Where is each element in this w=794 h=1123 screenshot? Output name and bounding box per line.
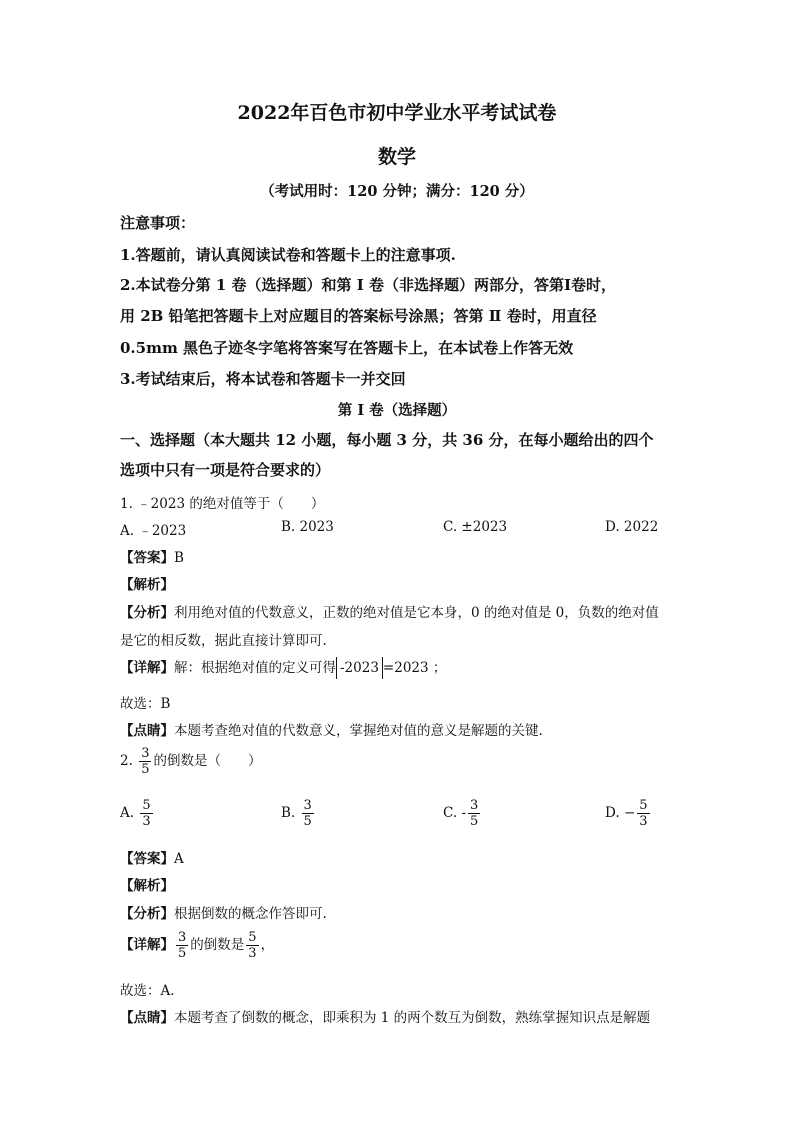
frac-numerator: 3 bbox=[141, 746, 150, 761]
frac-numerator: 5 bbox=[639, 798, 648, 813]
q1-answer-line bbox=[120, 546, 184, 566]
comment-tag: 【点睛】 bbox=[120, 723, 174, 739]
frac-denominator: 5 bbox=[303, 814, 312, 829]
answer-tag: 【答案】 bbox=[120, 851, 174, 867]
q2-fenxi-line bbox=[120, 902, 327, 922]
frac-denominator: 5 bbox=[178, 946, 187, 961]
q1-fenxi-line-2: 是它的相反数，据此直接计算即可. bbox=[120, 633, 327, 649]
option-fraction bbox=[302, 798, 314, 829]
option-fraction bbox=[637, 798, 649, 829]
frac-denominator: 3 bbox=[639, 814, 648, 829]
q1-answer-value: B bbox=[174, 550, 184, 566]
q2-option-c bbox=[443, 798, 482, 829]
frac-denominator: 5 bbox=[470, 814, 479, 829]
q2-number: 2. bbox=[120, 753, 133, 769]
frac-denominator: 3 bbox=[248, 946, 257, 961]
detail-tag: 【详解】 bbox=[120, 937, 174, 953]
option-fraction bbox=[140, 798, 152, 829]
q2-analysis-tag bbox=[120, 874, 174, 894]
q1-fenxi-text-1: 利用绝对值的代数意义，正数的绝对值是它本身，0 的绝对值是 0，负数的绝对值 bbox=[174, 605, 659, 621]
q1-analysis-tag bbox=[120, 573, 174, 593]
q2-option-b bbox=[281, 798, 316, 829]
q2-choose: 故选：A. bbox=[120, 983, 175, 999]
detail-tag: 【详解】 bbox=[120, 660, 174, 676]
q1-stem: 1. ﹣2023 的绝对值等于（ ） bbox=[120, 496, 325, 512]
q2-comment-text: 本题考查了倒数的概念，即乘积为 1 的两个数互为倒数，熟练掌握知识点是解题 bbox=[174, 1010, 651, 1026]
note-item-2-line-1: 2.本试卷分第 1 卷（选择题）和第 Ⅰ 卷（非选择题）两部分，答第Ⅰ卷时， bbox=[120, 276, 617, 294]
option-label: C. bbox=[443, 805, 458, 821]
option-sign: - bbox=[461, 805, 466, 821]
option-sign: − bbox=[623, 805, 636, 821]
q1-detail-line bbox=[120, 656, 446, 679]
q1-option-a: A. ﹣2023 bbox=[120, 523, 187, 539]
note-item-2-line-3: 0.5mm 黑色子迹冬字笔将答案写在答题卡上，在本试卷上作答无效 bbox=[120, 339, 574, 357]
option-label: B. bbox=[281, 805, 296, 821]
option-label: A. bbox=[120, 805, 135, 821]
frac-denominator: 5 bbox=[141, 762, 150, 777]
q2-detail-mid: 的倒数是 bbox=[190, 937, 245, 953]
fenxi-tag: 【分析】 bbox=[120, 906, 174, 922]
q1-detail-text: 解：根据绝对值的定义可得 bbox=[174, 660, 336, 676]
part-heading-line-1: 一、选择题（本大题共 12 小题，每小题 3 分，共 36 分，在每小题给出的四个 bbox=[120, 431, 654, 449]
option-fraction bbox=[468, 798, 480, 829]
q2-answer-line bbox=[120, 847, 184, 867]
q1-fenxi-line-1 bbox=[120, 601, 659, 621]
note-item-2-line-2: 用 2B 铅笔把答题卡上对应题目的答案标号涂黑；答第 Ⅱ 卷时，用直径 bbox=[120, 307, 597, 325]
note-item-1: 1.答题前，请认真阅读试卷和答题卡上的注意事项. bbox=[120, 246, 456, 264]
q2-detail-fraction-1 bbox=[176, 930, 188, 961]
frac-numerator: 5 bbox=[248, 930, 257, 945]
q1-comment-text: 本题考查绝对值的代数意义，掌握绝对值的意义是解题的关键. bbox=[174, 723, 543, 739]
notes-heading: 注意事项： bbox=[120, 214, 196, 232]
comment-tag: 【点睛】 bbox=[120, 1010, 174, 1026]
q2-stem-text: 的倒数是（ ） bbox=[153, 753, 262, 769]
frac-numerator: 5 bbox=[142, 798, 151, 813]
frac-numerator: 3 bbox=[178, 930, 187, 945]
q2-option-d bbox=[605, 798, 652, 829]
volume-title: 第 Ⅰ 卷（选择题） bbox=[337, 402, 457, 419]
q1-option-c: C. ±2023 bbox=[443, 519, 508, 535]
q2-answer-value: A bbox=[174, 851, 184, 867]
fenxi-tag: 【分析】 bbox=[120, 605, 174, 621]
part-heading-line-2: 选项中只有一项是符合要求的） bbox=[120, 461, 331, 479]
subject-title: 数学 bbox=[377, 146, 416, 168]
q2-comment-line bbox=[120, 1006, 650, 1026]
option-label: D. bbox=[605, 805, 620, 821]
frac-numerator: 3 bbox=[303, 798, 312, 813]
q1-detail-result: =2023 ； bbox=[382, 660, 447, 676]
q1-choose: 故选：B bbox=[120, 696, 171, 712]
exam-title: 2022年百色市初中学业水平考试试卷 bbox=[237, 102, 557, 124]
analysis-tag: 【解析】 bbox=[120, 878, 174, 894]
q1-option-b: B. 2023 bbox=[281, 519, 334, 535]
q1-option-d: D. 2022 bbox=[605, 519, 659, 535]
q2-fenxi-text: 根据倒数的概念作答即可. bbox=[174, 906, 327, 922]
exam-info: （考试用时：120 分钟；满分：120 分） bbox=[260, 183, 534, 200]
q2-detail-fraction-2 bbox=[246, 930, 258, 961]
q2-stem-fraction bbox=[139, 746, 151, 777]
q1-comment-line bbox=[120, 719, 543, 739]
q2-detail-line bbox=[120, 930, 274, 961]
frac-numerator: 3 bbox=[470, 798, 479, 813]
answer-tag: 【答案】 bbox=[120, 550, 174, 566]
frac-denominator: 3 bbox=[142, 814, 151, 829]
note-item-3: 3.考试结束后，将本试卷和答题卡一并交回 bbox=[120, 370, 406, 388]
q1-detail-abs-expression: -2023 bbox=[336, 657, 383, 679]
q2-stem bbox=[120, 746, 261, 777]
q2-option-a bbox=[120, 798, 155, 829]
q2-detail-end: ， bbox=[260, 937, 275, 953]
analysis-tag: 【解析】 bbox=[120, 577, 174, 593]
